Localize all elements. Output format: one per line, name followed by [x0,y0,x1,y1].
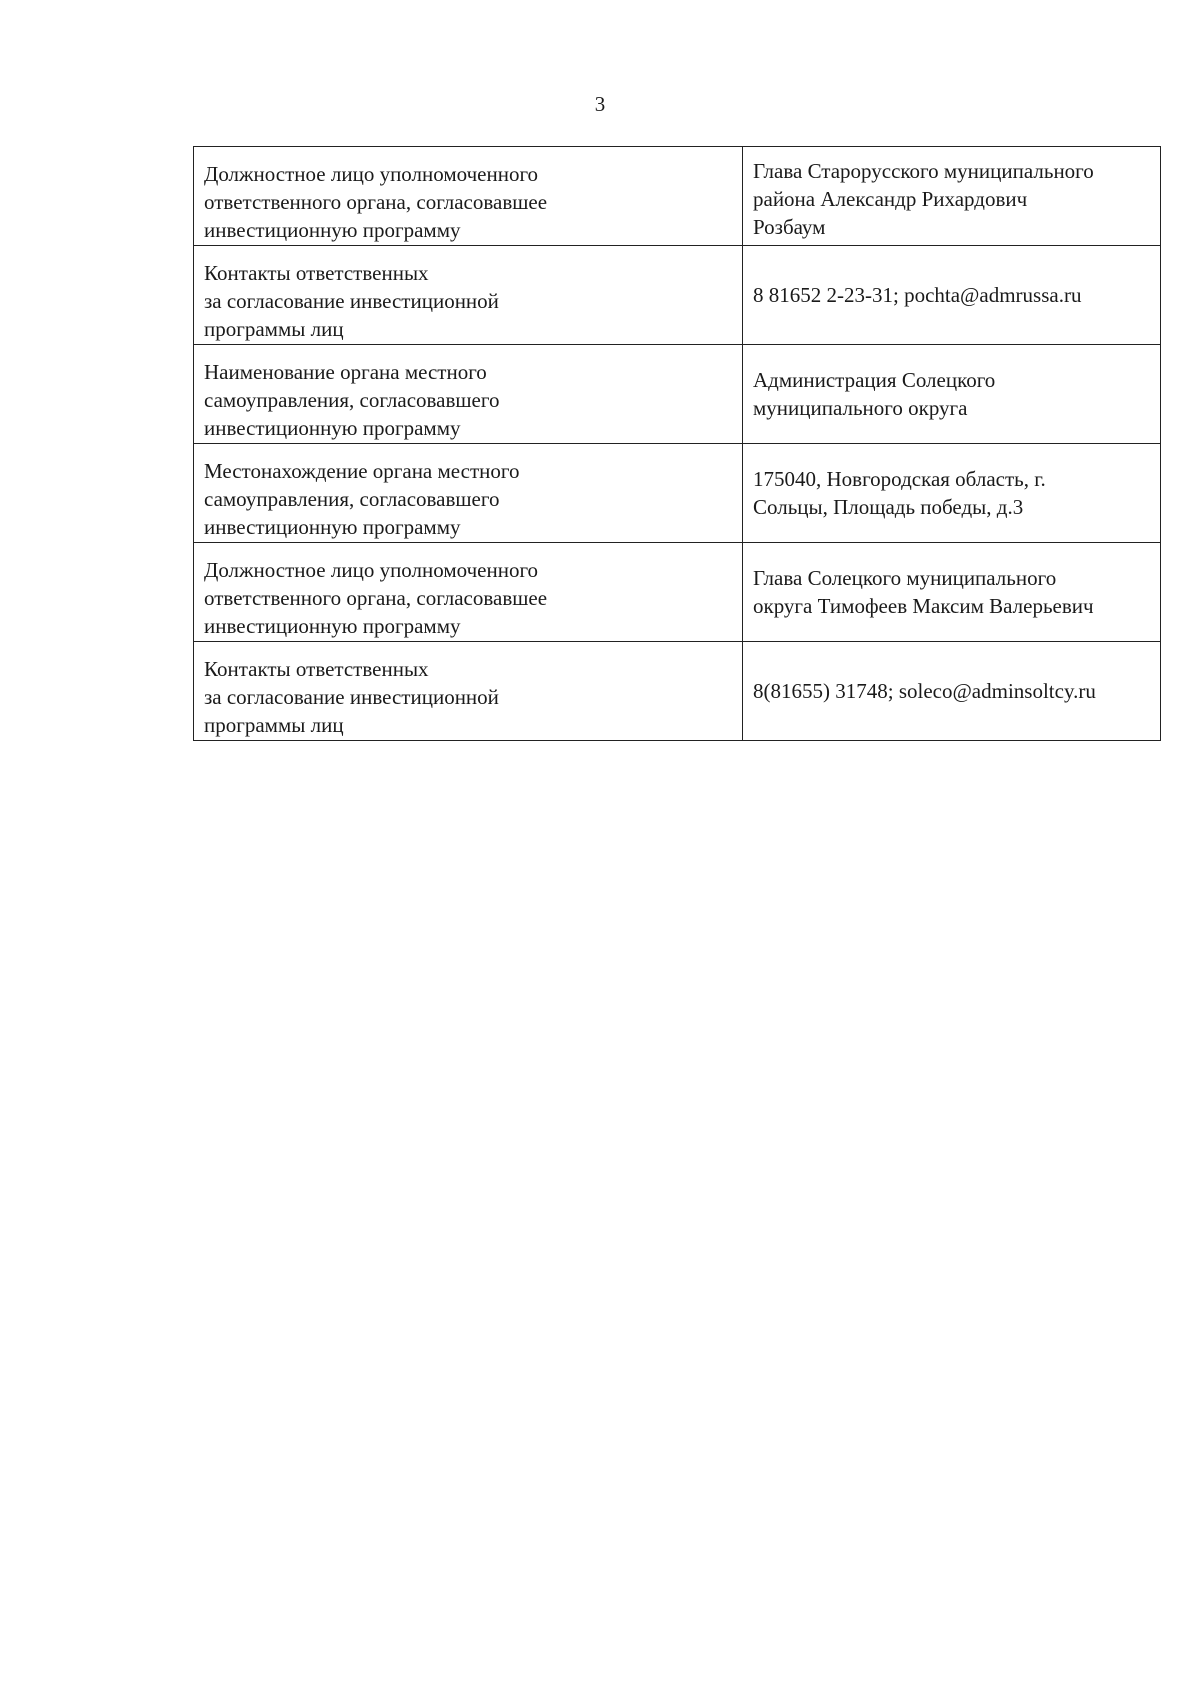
table-row [194,246,1161,345]
row-label: Должностное лицо уполномоченного ответственного органа, согласовавшее инвестиционную программу [194,147,743,246]
table-row [194,147,1161,246]
row-label: Контакты ответственных за согласование инвестиционной программы лиц [194,246,743,345]
row-label: Должностное лицо уполномоченного ответственного органа, согласовавшее инвестиционную программу [194,543,743,642]
table-row [194,444,1161,543]
row-value: Глава Солецкого муниципального округа Тимофеев Максим Валерьевич [743,543,1161,642]
row-value: 8(81655) 31748; soleco@adminsoltcy.ru [743,642,1161,741]
row-label: Местонахождение органа местного самоуправления, согласовавшего инвестиционную программу [194,444,743,543]
row-label: Наименование органа местного самоуправления, согласовавшего инвестиционную программу [194,345,743,444]
table-row [194,543,1161,642]
row-label: Контакты ответственных за согласование инвестиционной программы лиц [194,642,743,741]
table-row [194,642,1161,741]
row-value: 175040, Новгородская область, г. Сольцы, Площадь победы, д.3 [743,444,1161,543]
page-number: 3 [594,92,606,116]
info-table [193,146,1161,741]
row-value: Администрация Солецкого муниципального округа [743,345,1161,444]
table-row [194,345,1161,444]
row-value: 8 81652 2-23-31; pochta@admrussa.ru [743,246,1161,345]
row-value: Глава Старорусского муниципального района Александр Рихардович Розбаум [743,147,1161,246]
